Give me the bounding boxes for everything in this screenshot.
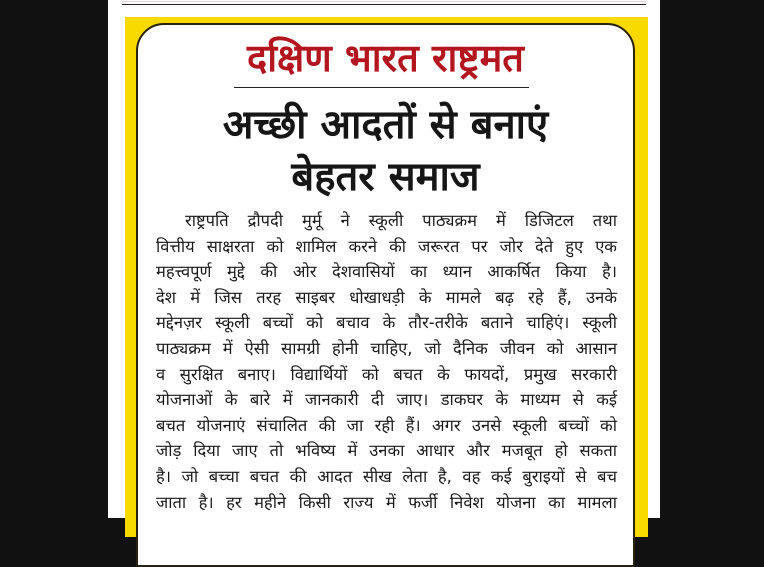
body-line: है। जो बच्चा बचत की आदत सीख लेता है, वह कई बुराइयों से बच xyxy=(156,466,617,486)
article-headline xyxy=(138,99,633,203)
body-line: देश में जिस तरह साइबर धोखाधड़ी के मामले बढ़ रहे हैं, उनके xyxy=(156,287,617,307)
editorial-box xyxy=(136,23,635,567)
top-faint-rule xyxy=(122,1,646,2)
body-line: पाठ्यक्रम में ऐसी सामग्री होनी चाहिए, जो दैनिक जीवन को आसान xyxy=(156,338,617,358)
masthead-divider xyxy=(234,87,529,88)
body-line: बचत योजनाएं संचालित की जा रही हैं। अगर उनसे स्कूली बच्चों को xyxy=(156,415,617,435)
headline-line-1: अच्छी आदतों से बनाएं xyxy=(222,102,549,148)
body-line: महत्त्वपूर्ण मुद्दे की ओर देशवासियों का ध्यान आकर्षित किया है। xyxy=(156,262,617,282)
body-line: मद्देनज़र स्कूली बच्चों को बचाव के तौर-तरीके बताने चाहिएं। स्कूली xyxy=(156,313,617,333)
body-line: व सुरक्षित बनाए। विद्यार्थियों को बचत के फायदों, प्रमुख सरकारी xyxy=(156,364,617,384)
body-line: जोड़ दिया जाए तो भविष्य में उनका आधार और मजबूत हो सकता xyxy=(156,441,617,461)
top-rule xyxy=(122,4,646,5)
masthead-title: दक्षिण भारत राष्ट्रमत xyxy=(247,36,524,80)
editorial-yellow-frame xyxy=(125,17,648,537)
body-line: जाता है। हर महीने किसी राज्य में फर्जी निवेश योजना का मामला xyxy=(156,492,617,512)
headline-line-2: बेहतर समाज xyxy=(291,154,480,200)
newspaper-page xyxy=(108,0,660,518)
body-line: योजनाओं के बारे में जानकारी दी जाए। डाकघर के माध्यम से कई xyxy=(156,390,617,410)
body-line: राष्ट्रपति द्रौपदी मुर्मू ने स्कूली पाठ्यक्रम में डिजिटल तथा xyxy=(185,211,617,230)
article-body xyxy=(156,208,617,515)
body-line: वित्तीय साक्षरता को शामिल करने की जरूरत पर जोर देते हुए एक xyxy=(156,236,617,256)
